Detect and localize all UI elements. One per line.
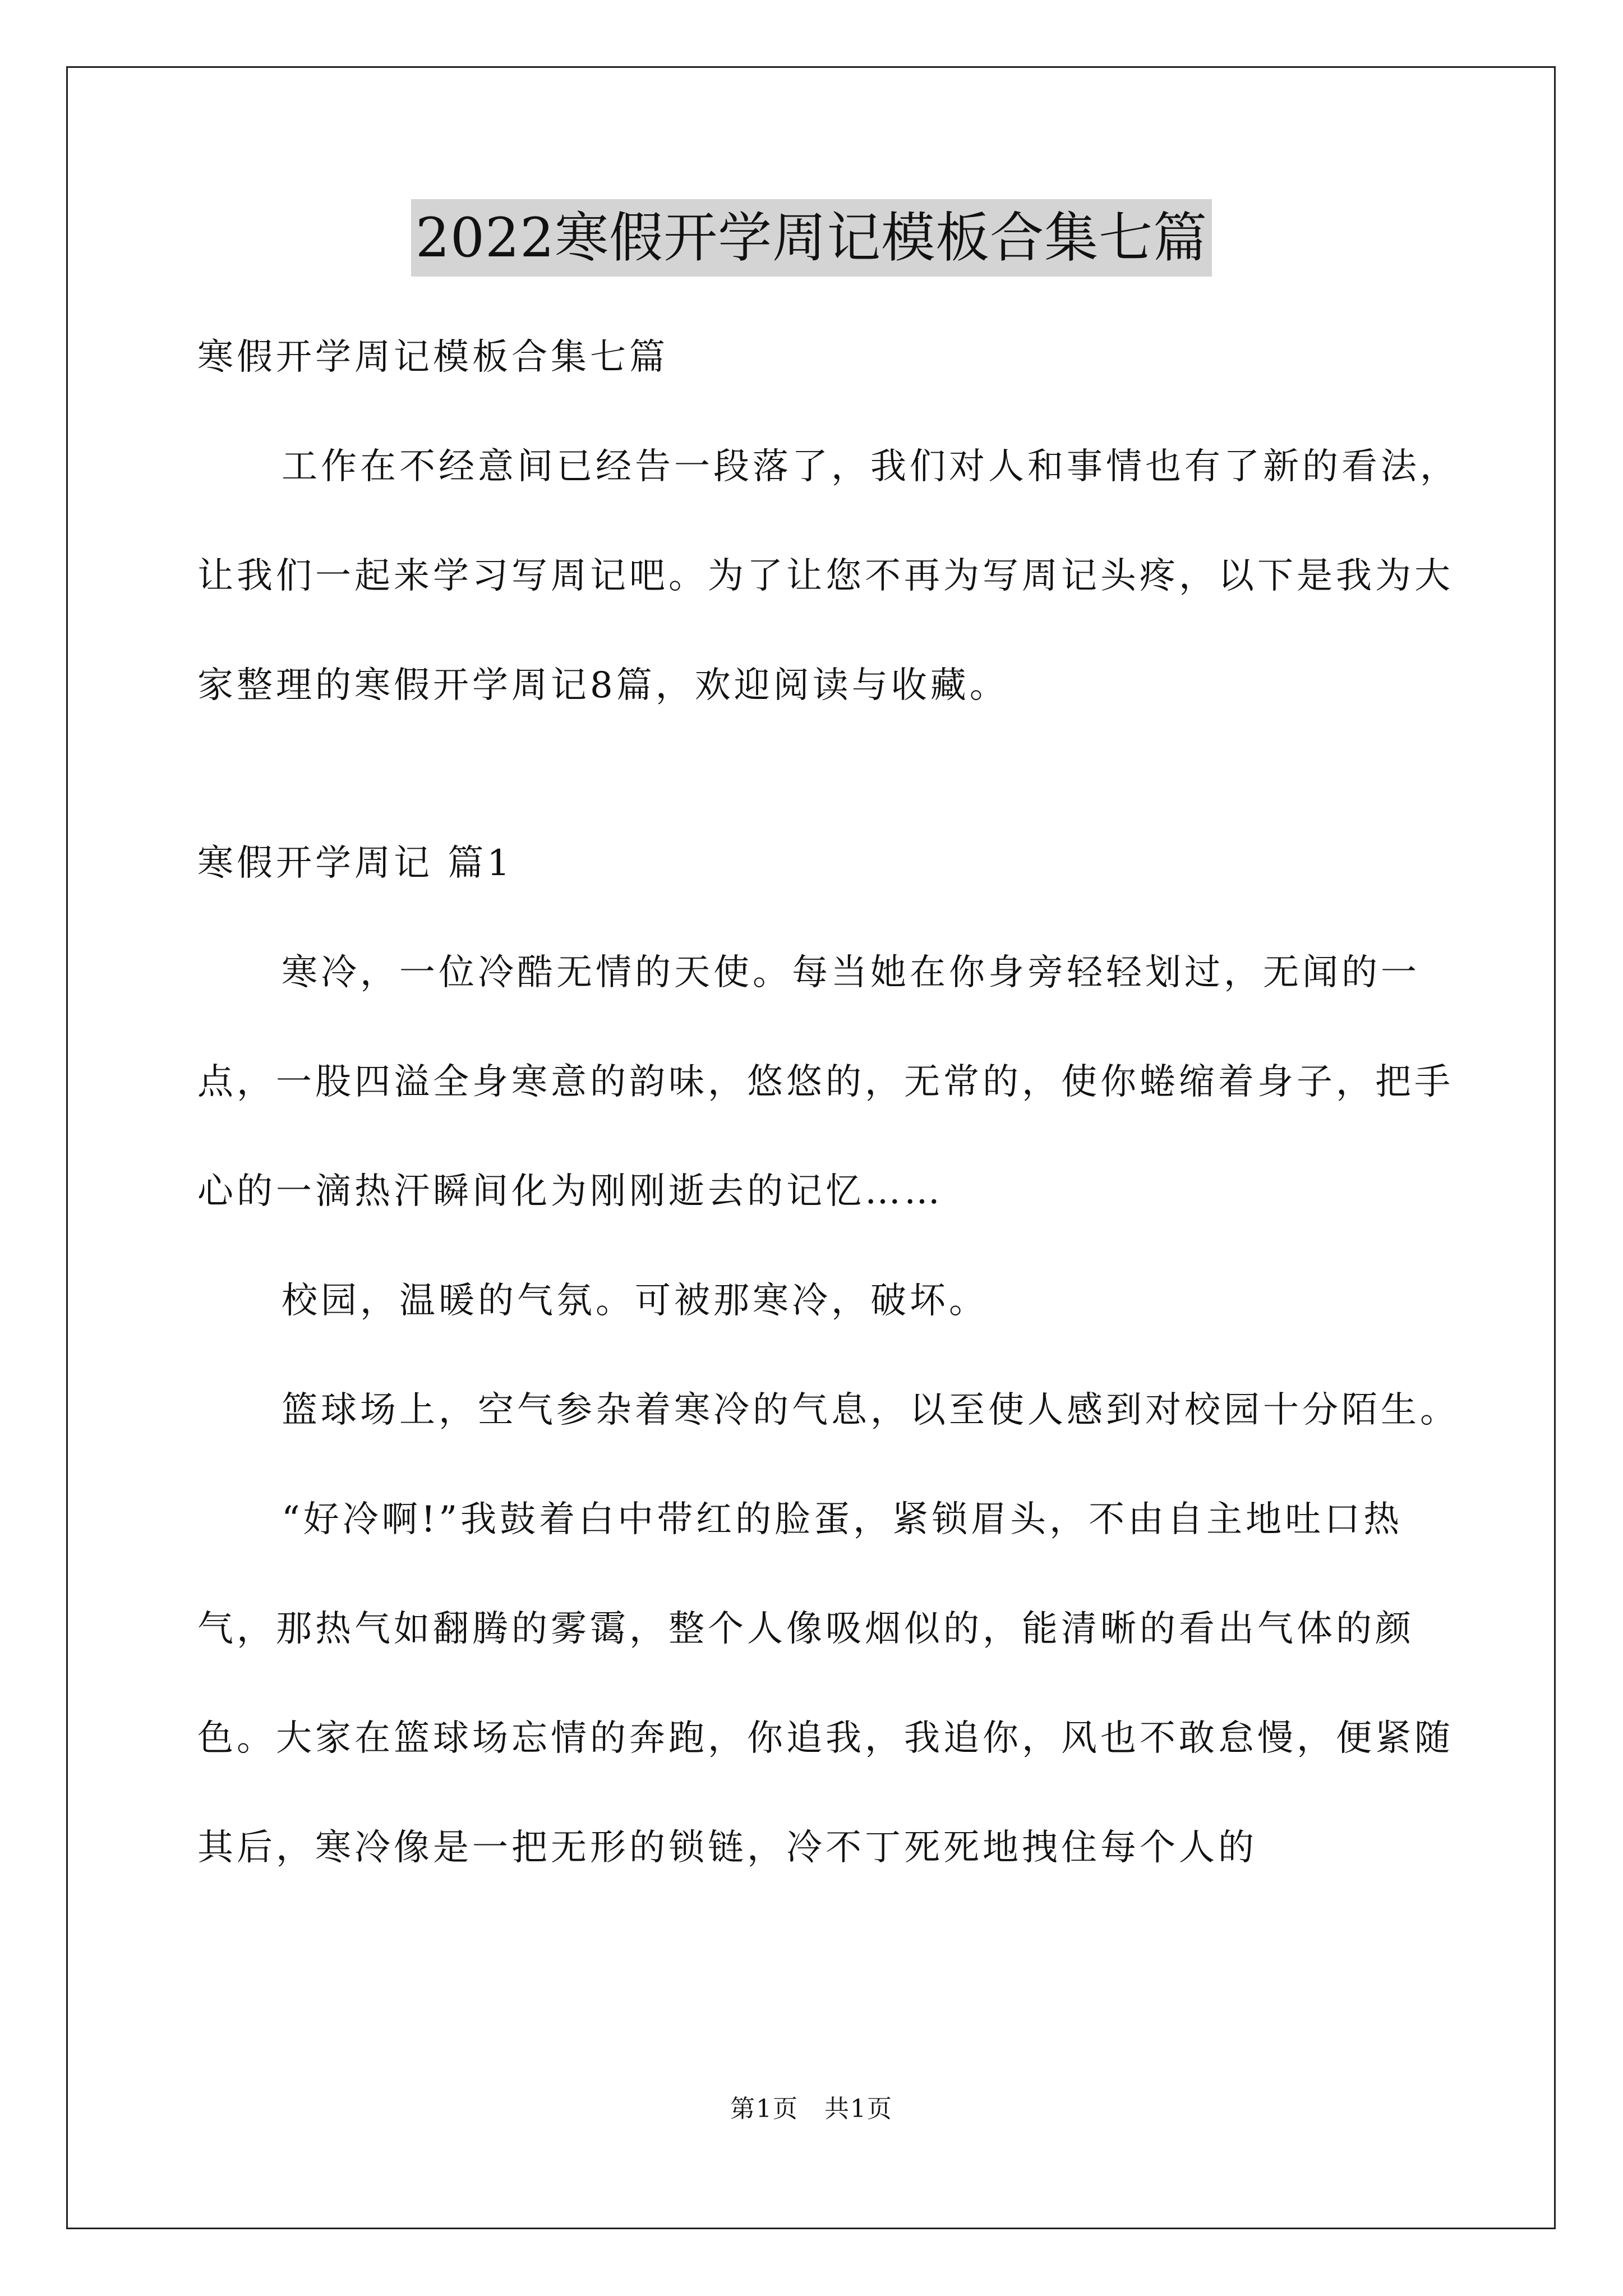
intro-paragraph: 工作在不经意间已经告一段落了，我们对人和事情也有了新的看法，让我们一起来学习写周记吧。为了让您不再为写周记头疼，以下是我为大家整理的寒假开学周记8篇，欢迎阅读与收藏。 — [197, 446, 1459, 706]
body-paragraph-3: 篮球场上，空气参杂着寒冷的气息，以至使人感到对校园十分陌生。 — [282, 1389, 1459, 1431]
body-paragraph-1: 寒冷，一位冷酷无情的天使。每当她在你身旁轻轻划过，无闻的一点，一股四溢全身寒意的韵味，悠悠的，无常的，使你蜷缩着身子，把手心的一滴热汗瞬间化为刚刚逝去的记忆…… — [197, 952, 1454, 1212]
document-title: 2022寒假开学周记模板合集七篇 — [411, 199, 1212, 277]
document-body — [197, 303, 1465, 1903]
page-footer: 第1页 共1页 — [730, 2095, 893, 2123]
document-subtitle: 寒假开学周记模板合集七篇 — [197, 337, 668, 378]
body-paragraph-4: “好冷啊!”我鼓着白中带红的脸蛋，紧锁眉头，不由自主地吐口热气，那热气如翻腾的雾霭，整个人像吸烟似的，能清晰的看出气体的颜色。大家在篮球场忘情的奔跑，你追我，我追你，风也不敢怠慢，便紧随其后，寒冷像是一把无形的锁链，冷不丁死死地拽住每个人的 — [197, 1499, 1454, 1869]
section-heading: 寒假开学周记 篇1 — [197, 843, 514, 884]
title-container — [0, 199, 1623, 277]
body-paragraph-2: 校园，温暖的气氛。可被那寒冷，破坏。 — [282, 1280, 988, 1322]
